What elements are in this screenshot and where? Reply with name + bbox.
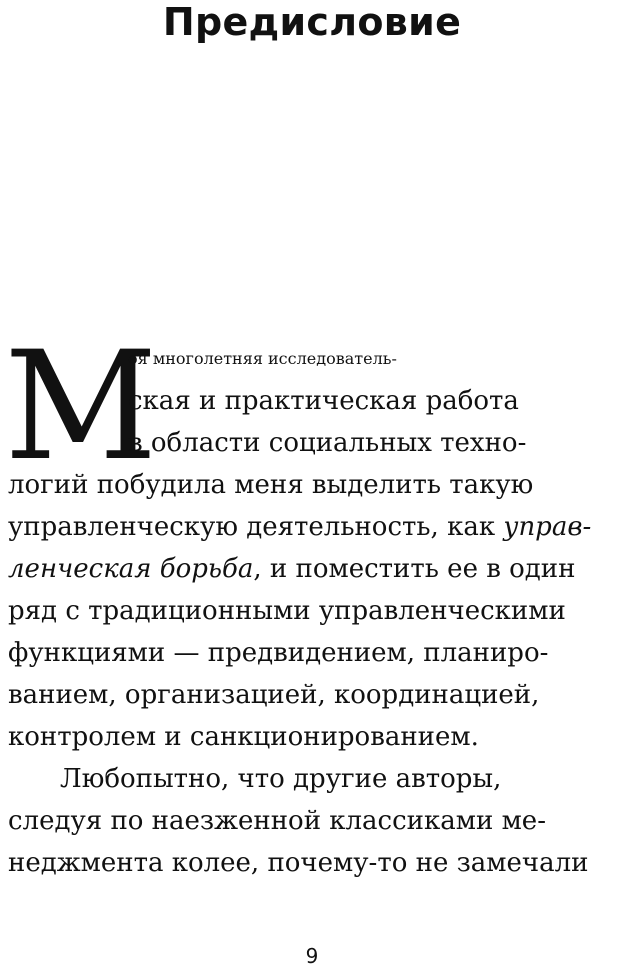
text-line: функциями — предвидением, планиро-	[8, 638, 549, 668]
text-line: в области социальных техно-	[128, 428, 527, 458]
drop-cap-letter: М	[4, 320, 158, 494]
text-line: неджмента колее, почему-то не замечали	[8, 848, 589, 878]
text-line: контролем и санкционированием.	[8, 722, 479, 752]
text-span: управленческую деятельность, как	[8, 512, 504, 542]
text-line: оя многолетняя исследователь-	[128, 349, 397, 368]
text-line: ванием, организацией, координацией,	[8, 680, 540, 710]
text-line: логий побудила меня выделить такую	[8, 470, 534, 500]
text-line	[8, 506, 591, 548]
italic-term: управ-	[503, 512, 592, 542]
page-number: 9	[305, 944, 319, 968]
text-line: ская и практическая работа	[128, 386, 519, 416]
text-line: ряд с традиционными управленческими	[8, 596, 566, 626]
italic-term: ленческая борьба	[8, 554, 254, 584]
text-span: , и поместить ее в один	[253, 554, 576, 584]
text-line: Любопытно, что другие авторы,	[60, 764, 502, 794]
page-title: Предисловие	[162, 0, 462, 44]
text-line	[8, 548, 575, 590]
text-line: следуя по наезженной классиками ме-	[8, 806, 546, 836]
